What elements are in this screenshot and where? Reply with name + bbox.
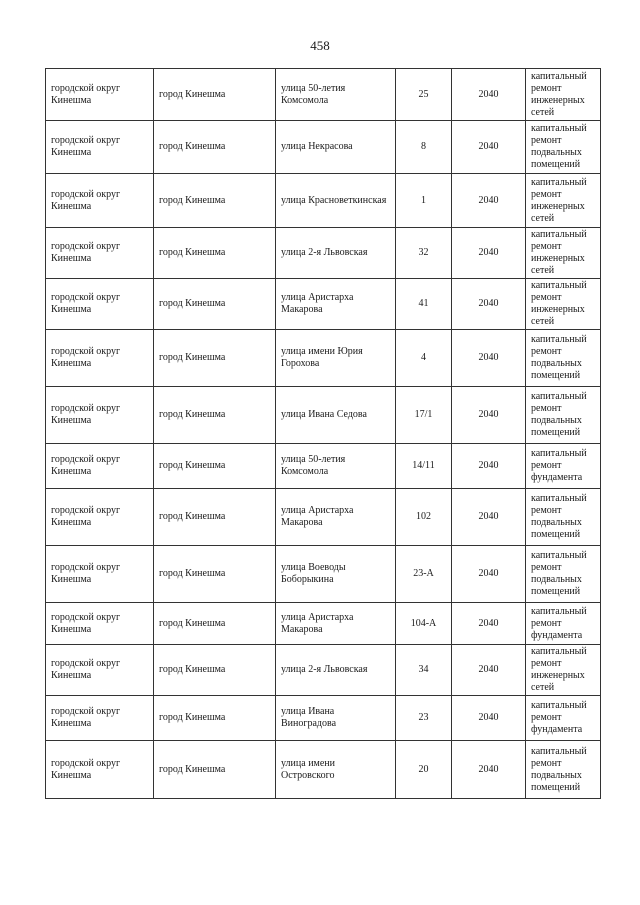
municipality-cell: городской округ Кинешма bbox=[46, 174, 154, 228]
municipality-cell: городской округ Кинешма bbox=[46, 603, 154, 645]
house-number-cell: 25 bbox=[396, 69, 452, 121]
year-cell: 2040 bbox=[452, 279, 526, 330]
table-row bbox=[46, 279, 601, 330]
settlement-cell: город Кинешма bbox=[154, 279, 276, 330]
street-cell: улица 50-летия Комсомола bbox=[276, 69, 396, 121]
year-cell: 2040 bbox=[452, 330, 526, 387]
street-cell: улица Аристарха Макарова bbox=[276, 489, 396, 546]
settlement-cell: город Кинешма bbox=[154, 228, 276, 279]
street-cell: улица имени Островского bbox=[276, 741, 396, 799]
table-row bbox=[46, 696, 601, 741]
settlement-cell: город Кинешма bbox=[154, 330, 276, 387]
street-cell: улица Ивана Седова bbox=[276, 387, 396, 444]
table-row bbox=[46, 121, 601, 174]
street-cell: улица 50-летия Комсомола bbox=[276, 444, 396, 489]
work-type-cell: капитальный ремонт подвальных помещений bbox=[526, 546, 601, 603]
table-row bbox=[46, 69, 601, 121]
street-cell: улица Красноветкинская bbox=[276, 174, 396, 228]
house-number-cell: 4 bbox=[396, 330, 452, 387]
work-type-cell: капитальный ремонт инженерных сетей bbox=[526, 228, 601, 279]
page-number: 458 bbox=[310, 38, 330, 53]
work-type-cell: капитальный ремонт подвальных помещений bbox=[526, 387, 601, 444]
year-cell: 2040 bbox=[452, 174, 526, 228]
table-row bbox=[46, 174, 601, 228]
municipality-cell: городской округ Кинешма bbox=[46, 228, 154, 279]
municipality-cell: городской округ Кинешма bbox=[46, 741, 154, 799]
year-cell: 2040 bbox=[452, 546, 526, 603]
year-cell: 2040 bbox=[452, 444, 526, 489]
year-cell: 2040 bbox=[452, 603, 526, 645]
settlement-cell: город Кинешма bbox=[154, 741, 276, 799]
municipality-cell: городской округ Кинешма bbox=[46, 696, 154, 741]
registry-table-body bbox=[46, 69, 601, 799]
municipality-cell: городской округ Кинешма bbox=[46, 279, 154, 330]
municipality-cell: городской округ Кинешма bbox=[46, 645, 154, 696]
house-number-cell: 14/11 bbox=[396, 444, 452, 489]
work-type-cell: капитальный ремонт инженерных сетей bbox=[526, 174, 601, 228]
house-number-cell: 23-А bbox=[396, 546, 452, 603]
municipality-cell: городской округ Кинешма bbox=[46, 489, 154, 546]
house-number-cell: 17/1 bbox=[396, 387, 452, 444]
street-cell: улица Ивана Виноградова bbox=[276, 696, 396, 741]
house-number-cell: 8 bbox=[396, 121, 452, 174]
house-number-cell: 32 bbox=[396, 228, 452, 279]
municipality-cell: городской округ Кинешма bbox=[46, 444, 154, 489]
table-row bbox=[46, 546, 601, 603]
municipality-cell: городской округ Кинешма bbox=[46, 330, 154, 387]
street-cell: улица Некрасова bbox=[276, 121, 396, 174]
settlement-cell: город Кинешма bbox=[154, 444, 276, 489]
year-cell: 2040 bbox=[452, 645, 526, 696]
year-cell: 2040 bbox=[452, 121, 526, 174]
year-cell: 2040 bbox=[452, 387, 526, 444]
house-number-cell: 102 bbox=[396, 489, 452, 546]
street-cell: улица Воеводы Боборыкина bbox=[276, 546, 396, 603]
settlement-cell: город Кинешма bbox=[154, 174, 276, 228]
work-type-cell: капитальный ремонт подвальных помещений bbox=[526, 121, 601, 174]
house-number-cell: 1 bbox=[396, 174, 452, 228]
settlement-cell: город Кинешма bbox=[154, 603, 276, 645]
year-cell: 2040 bbox=[452, 741, 526, 799]
table-row bbox=[46, 741, 601, 799]
table-row bbox=[46, 603, 601, 645]
table-row bbox=[46, 645, 601, 696]
work-type-cell: капитальный ремонт фундамента bbox=[526, 444, 601, 489]
work-type-cell: капитальный ремонт подвальных помещений bbox=[526, 489, 601, 546]
settlement-cell: город Кинешма bbox=[154, 489, 276, 546]
municipality-cell: городской округ Кинешма bbox=[46, 546, 154, 603]
table-row bbox=[46, 387, 601, 444]
work-type-cell: капитальный ремонт фундамента bbox=[526, 603, 601, 645]
year-cell: 2040 bbox=[452, 228, 526, 279]
table-row bbox=[46, 444, 601, 489]
year-cell: 2040 bbox=[452, 69, 526, 121]
house-number-cell: 34 bbox=[396, 645, 452, 696]
house-number-cell: 104-А bbox=[396, 603, 452, 645]
municipality-cell: городской округ Кинешма bbox=[46, 121, 154, 174]
municipality-cell: городской округ Кинешма bbox=[46, 69, 154, 121]
settlement-cell: город Кинешма bbox=[154, 696, 276, 741]
settlement-cell: город Кинешма bbox=[154, 645, 276, 696]
work-type-cell: капитальный ремонт фундамента bbox=[526, 696, 601, 741]
street-cell: улица 2-я Львовская bbox=[276, 228, 396, 279]
work-type-cell: капитальный ремонт подвальных помещений bbox=[526, 330, 601, 387]
settlement-cell: город Кинешма bbox=[154, 546, 276, 603]
work-type-cell: капитальный ремонт подвальных помещений bbox=[526, 741, 601, 799]
year-cell: 2040 bbox=[452, 696, 526, 741]
house-number-cell: 23 bbox=[396, 696, 452, 741]
work-type-cell: капитальный ремонт инженерных сетей bbox=[526, 69, 601, 121]
municipality-cell: городской округ Кинешма bbox=[46, 387, 154, 444]
table-row bbox=[46, 330, 601, 387]
work-type-cell: капитальный ремонт инженерных сетей bbox=[526, 279, 601, 330]
settlement-cell: город Кинешма bbox=[154, 387, 276, 444]
work-type-cell: капитальный ремонт инженерных сетей bbox=[526, 645, 601, 696]
table-row bbox=[46, 228, 601, 279]
street-cell: улица Аристарха Макарова bbox=[276, 603, 396, 645]
street-cell: улица Аристарха Макарова bbox=[276, 279, 396, 330]
street-cell: улица 2-я Львовская bbox=[276, 645, 396, 696]
settlement-cell: город Кинешма bbox=[154, 121, 276, 174]
house-number-cell: 20 bbox=[396, 741, 452, 799]
settlement-cell: город Кинешма bbox=[154, 69, 276, 121]
year-cell: 2040 bbox=[452, 489, 526, 546]
registry-table bbox=[45, 68, 601, 799]
house-number-cell: 41 bbox=[396, 279, 452, 330]
table-row bbox=[46, 489, 601, 546]
street-cell: улица имени Юрия Горохова bbox=[276, 330, 396, 387]
